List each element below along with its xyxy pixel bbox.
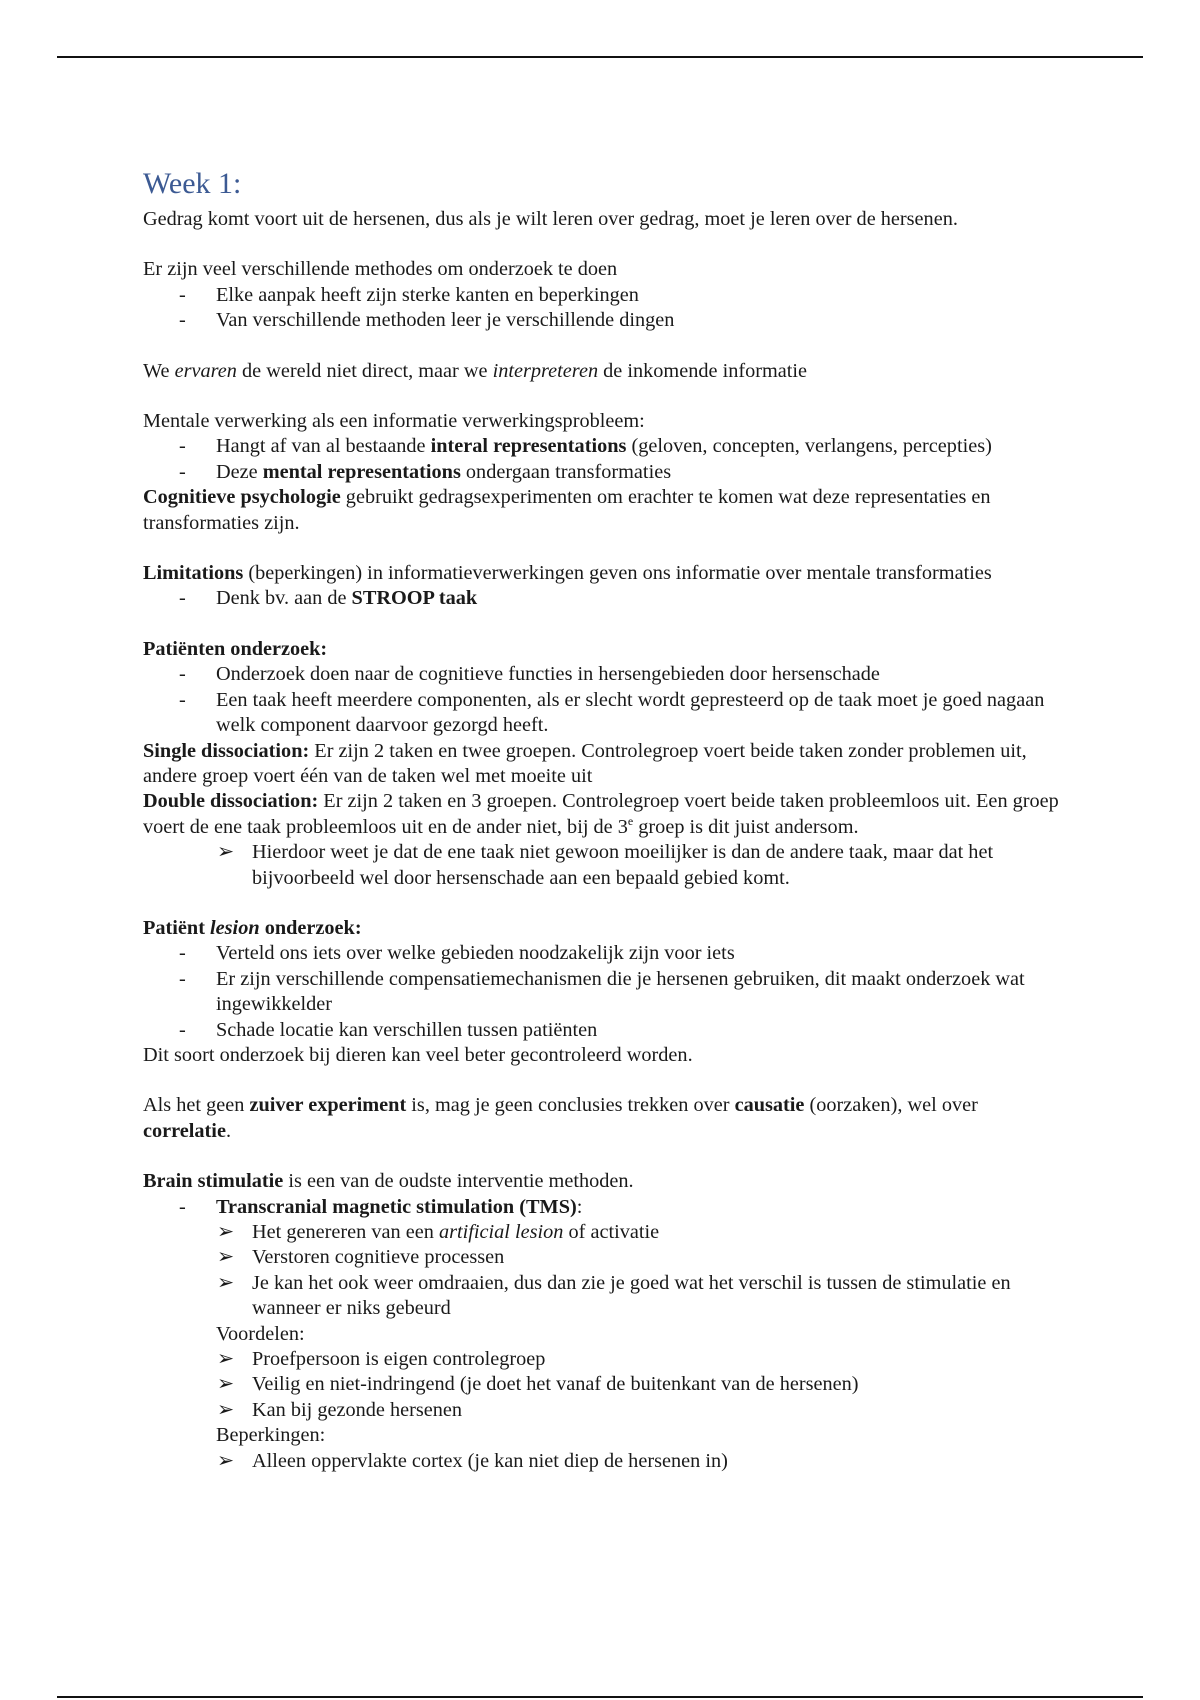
list-item: - Denk bv. aan de STROOP taak: [143, 586, 1063, 611]
methods-list: [143, 283, 1063, 334]
list-item: ➢ Het genereren van een artificial lesion of activatie: [143, 1220, 1063, 1245]
list-item: ➢ Proefpersoon is eigen controlegroep: [143, 1347, 1063, 1372]
double-dissociation-list: [143, 840, 1063, 891]
intro-paragraph: Gedrag komt voort uit de hersenen, dus als je wilt leren over gedrag, moet je leren over de hersenen.: [143, 208, 958, 230]
brain-stimulation-paragraph: Brain stimulatie is een van de oudste interventie methoden.: [143, 1170, 634, 1193]
list-item: - Van verschillende methoden leer je verschillende dingen: [143, 308, 1063, 333]
list-item: ➢ Verstoren cognitieve processen: [143, 1245, 1063, 1270]
list-item: - Transcranial magnetic stimulation (TMS):: [143, 1195, 1063, 1220]
list-item: - Een taak heeft meerdere componenten, als er slecht wordt gepresteerd op de taak moet je goed nagaan welk component daarvoor gezorgd heeft.: [143, 688, 1063, 739]
list-item: - Hangt af van al bestaande interal representations (geloven, concepten, verlangens, percepties): [143, 434, 1063, 459]
limitations-label: Beperkingen:: [216, 1424, 326, 1447]
advantages-list: [143, 1347, 1063, 1423]
list-item: ➢ Je kan het ook weer omdraaien, dus dan zie je goed wat het verschil is tussen de stimulatie en wanneer er niks gebeurd: [217, 1271, 1011, 1320]
section-title-lesion-research: Patiënt lesion onderzoek:: [143, 916, 362, 939]
list-item: - Onderzoek doen naar de cognitieve functies in hersengebieden door hersenschade: [143, 662, 1063, 687]
list-item: - Deze mental representations ondergaan transformaties: [143, 460, 1063, 485]
list-item: ➢ Alleen oppervlakte cortex (je kan niet diep de hersenen in): [143, 1449, 1063, 1474]
animal-research-paragraph: Dit soort onderzoek bij dieren kan veel beter gecontroleerd worden.: [143, 1043, 693, 1066]
list-item: - Verteld ons iets over welke gebieden noodzakelijk zijn voor iets: [143, 941, 1063, 966]
methods-paragraph: Er zijn veel verschillende methodes om onderzoek te doen: [143, 258, 618, 281]
cognitive-psychology-paragraph: Cognitieve psychologie gebruikt gedragsexperimenten om erachter te komen wat deze representaties en transformaties zijn.: [143, 486, 991, 534]
limitations-list: [143, 586, 1063, 611]
brain-stimulation-list: [143, 1195, 1063, 1220]
list-item: ➢ Veilig en niet-indringend (je doet het vanaf de buitenkant van de hersenen): [143, 1372, 1063, 1397]
list-item: ➢ Kan bij gezonde hersenen: [143, 1398, 1063, 1423]
arrow-bullet-icon: ➢: [217, 1449, 234, 1472]
double-dissociation-paragraph: Double dissociation: Er zijn 2 taken en 3 groepen. Controlegroep voert beide taken probleemloos uit. Een groep voert de ene taak probleemloos uit en de ander niet, bij de 3e groep is dit juist andersom.: [143, 790, 1059, 838]
processing-list: [143, 434, 1063, 485]
arrow-bullet-icon: ➢: [217, 1398, 234, 1421]
arrow-bullet-icon: ➢: [217, 1373, 234, 1396]
section-title-patient-research: Patiënten onderzoek:: [143, 637, 328, 660]
list-item: - Er zijn verschillende compensatiemechanismen die je hersenen gebruiken, dit maakt onderzoek wat ingewikkelder: [143, 967, 1063, 1018]
document-page: [143, 166, 1063, 1474]
processing-paragraph: Mentale verwerking als een informatie verwerkingsprobleem:: [143, 410, 645, 433]
limitations-paragraph: Limitations (beperkingen) in informatieverwerkingen geven ons informatie over mentale transformaties: [143, 562, 992, 585]
arrow-bullet-icon: ➢: [217, 1246, 234, 1269]
arrow-bullet-icon: ➢: [217, 841, 234, 864]
header-rule: [57, 56, 1143, 58]
advantages-label: Voordelen:: [216, 1322, 305, 1345]
arrow-bullet-icon: ➢: [217, 1221, 234, 1243]
perception-paragraph: We ervaren de wereld niet direct, maar we interpreteren de inkomende informatie: [143, 359, 808, 382]
single-dissociation-paragraph: Single dissociation: Er zijn 2 taken en twee groepen. Controlegroep voert beide taken zonder problemen uit, andere groep voert één van de taken wel met moeite uit: [143, 739, 1027, 787]
patient-research-list: [143, 662, 1063, 738]
tms-limitations-list: [143, 1449, 1063, 1474]
tms-list: [143, 1220, 1063, 1322]
arrow-bullet-icon: ➢: [217, 1348, 234, 1371]
list-item: - Elke aanpak heeft zijn sterke kanten en beperkingen: [143, 283, 1063, 308]
list-item: ➢ Hierdoor weet je dat de ene taak niet gewoon moeilijker is dan de andere taak, maar dat het bijvoorbeeld wel door hersenschade aan een bepaald gebied komt.: [217, 841, 994, 889]
page-title: Week 1:: [143, 167, 242, 200]
lesion-research-list: [143, 941, 1063, 1043]
footer-rule: [57, 1696, 1143, 1698]
list-item: - Schade locatie kan verschillen tussen patiënten: [143, 1018, 1063, 1043]
arrow-bullet-icon: ➢: [217, 1271, 234, 1294]
experiment-paragraph: Als het geen zuiver experiment is, mag je geen conclusies trekken over causatie (oorzaken), wel over correlatie.: [143, 1094, 978, 1142]
